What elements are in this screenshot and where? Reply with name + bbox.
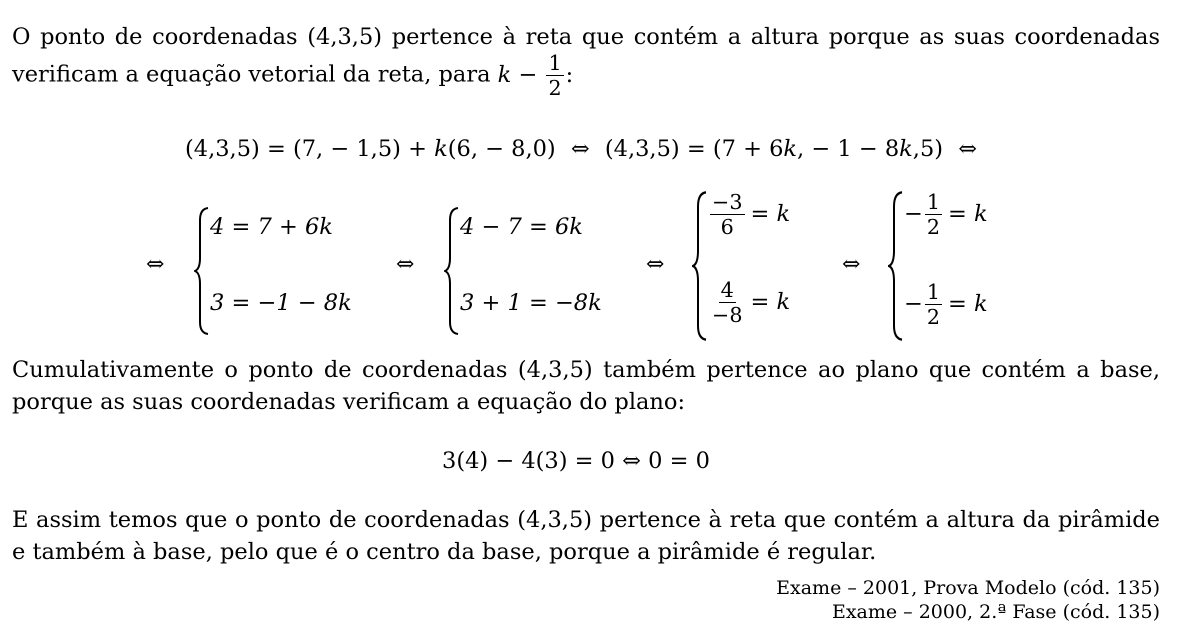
system-3-row-2: $\frac{4}{-8}$ = k [712,278,791,327]
system-1 [194,206,364,336]
paragraph-intro [12,21,1160,98]
left-brace-icon [194,206,210,336]
system-3 [692,190,832,344]
vector-equation: (4,3,5) = (7, − 1,5) + k(6, − 8,0) ⇔ (4,3,5) = (7 + 6k, − 1 − 8k,5) ⇔ [185,136,978,162]
paragraph-conclusion: E assim temos que o ponto de coordenadas (4,3,5) pertence à reta que contém a altura da pirâmide e também à base, pelo que é o centro da base, porque a pirâmide é regular. [12,507,1160,565]
system-4-row-2: − $\frac{1}{2}$ = k [904,280,988,329]
system-3-row-1: $\frac{-3}{6}$ = k [712,190,791,239]
paragraph-plane: Cumulativamente o ponto de coordenadas (4,3,5) também pertence ao plano que contém a base, porque as suas coordenadas verificam a equação do plano: [12,357,1160,415]
system-2-row-1: 4 − 7 = 6k [460,214,583,240]
plane-equation-check: 3(4) − 4(3) = 0 ⇔ 0 = 0 [442,448,710,474]
iff-symbol: ⇔ [842,252,861,277]
iff-symbol: ⇔ [396,252,415,277]
iff-symbol: ⇔ [146,252,165,277]
system-1-row-1: 4 = 7 + 6k [210,214,333,240]
system-2 [444,206,624,336]
system-4-row-1: − $\frac{1}{2}$ = k [904,190,988,239]
paragraph-intro-text: O ponto de coordenadas (4,3,5) pertence à reta que contém a altura porque as suas coordenadas verificam a equação vetorial da reta, para [12,24,1160,88]
system-4 [888,190,1028,344]
system-2-row-2: 3 + 1 = −8k [460,290,602,316]
left-brace-icon [888,190,904,342]
fraction-one-half: $\frac{1}{2}$ [548,51,562,100]
source-reference-1: Exame – 2001, Prova Modelo (cód. 135) [776,577,1160,599]
left-brace-icon [692,190,708,342]
k-value-expression: k − $\frac{1}{2}$ : [497,51,574,100]
iff-symbol: ⇔ [570,136,590,162]
source-reference-2: Exame – 2000, 2.ª Fase (cód. 135) [831,601,1160,623]
iff-symbol: ⇔ [958,136,978,162]
iff-symbol: ⇔ [646,252,665,277]
system-1-row-2: 3 = −1 − 8k [210,290,352,316]
left-brace-icon [444,206,460,336]
